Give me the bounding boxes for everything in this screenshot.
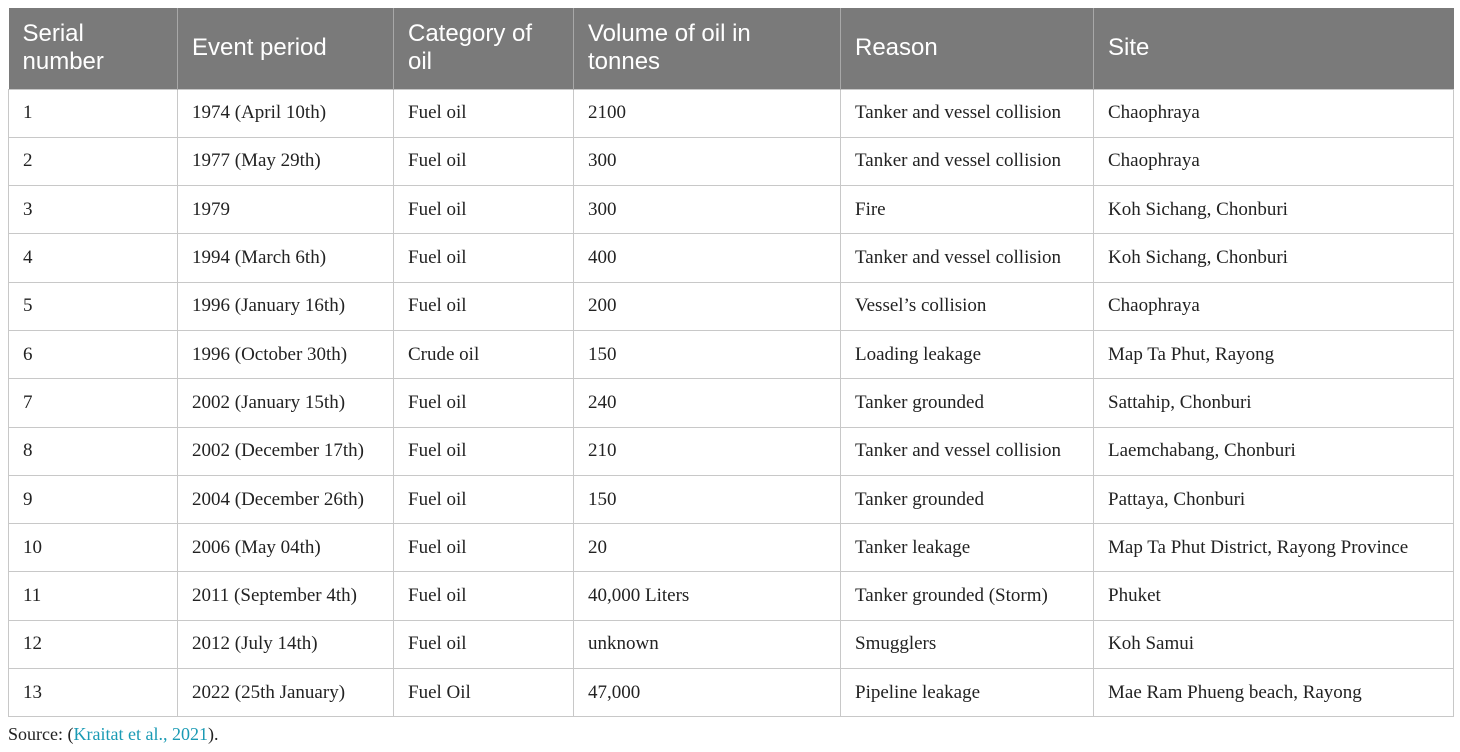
- cell-volume-of-oil: 150: [574, 330, 841, 378]
- cell-volume-of-oil: 150: [574, 475, 841, 523]
- cell-volume-of-oil: 40,000 Liters: [574, 572, 841, 620]
- table-row: [9, 427, 1454, 475]
- cell-site: Chaophraya: [1094, 137, 1454, 185]
- cell-category-of-oil: Fuel oil: [394, 620, 574, 668]
- table-row: [9, 186, 1454, 234]
- cell-serial-number: 6: [9, 330, 178, 378]
- cell-site: Phuket: [1094, 572, 1454, 620]
- cell-category-of-oil: Fuel oil: [394, 89, 574, 137]
- cell-reason: Tanker and vessel collision: [841, 234, 1094, 282]
- table-row: [9, 620, 1454, 668]
- header-category-of-oil: Category of oil: [394, 8, 574, 89]
- cell-category-of-oil: Fuel oil: [394, 234, 574, 282]
- table-row: [9, 234, 1454, 282]
- cell-category-of-oil: Fuel oil: [394, 186, 574, 234]
- cell-serial-number: 3: [9, 186, 178, 234]
- cell-event-period: 1994 (March 6th): [178, 234, 394, 282]
- cell-site: Pattaya, Chonburi: [1094, 475, 1454, 523]
- cell-reason: Tanker and vessel collision: [841, 137, 1094, 185]
- cell-serial-number: 1: [9, 89, 178, 137]
- table-header: [9, 8, 1454, 89]
- cell-serial-number: 2: [9, 137, 178, 185]
- cell-serial-number: 13: [9, 669, 178, 717]
- header-reason: Reason: [841, 8, 1094, 89]
- cell-serial-number: 9: [9, 475, 178, 523]
- cell-volume-of-oil: 300: [574, 186, 841, 234]
- cell-serial-number: 4: [9, 234, 178, 282]
- table-row: [9, 669, 1454, 717]
- cell-site: Koh Sichang, Chonburi: [1094, 186, 1454, 234]
- table-row: [9, 379, 1454, 427]
- source-prefix: Source: (: [8, 724, 74, 744]
- cell-site: Map Ta Phut, Rayong: [1094, 330, 1454, 378]
- cell-reason: Smugglers: [841, 620, 1094, 668]
- cell-reason: Fire: [841, 186, 1094, 234]
- cell-volume-of-oil: 300: [574, 137, 841, 185]
- cell-category-of-oil: Fuel oil: [394, 524, 574, 572]
- cell-category-of-oil: Fuel oil: [394, 282, 574, 330]
- table-body: [9, 89, 1454, 717]
- cell-site: Koh Samui: [1094, 620, 1454, 668]
- cell-event-period: 2011 (September 4th): [178, 572, 394, 620]
- cell-reason: Tanker grounded: [841, 475, 1094, 523]
- cell-site: Chaophraya: [1094, 89, 1454, 137]
- cell-event-period: 2022 (25th January): [178, 669, 394, 717]
- table-row: [9, 89, 1454, 137]
- source-suffix: ).: [207, 724, 219, 744]
- cell-volume-of-oil: 47,000: [574, 669, 841, 717]
- cell-category-of-oil: Crude oil: [394, 330, 574, 378]
- cell-event-period: 1996 (January 16th): [178, 282, 394, 330]
- table-row: [9, 137, 1454, 185]
- table-row: [9, 572, 1454, 620]
- cell-reason: Tanker and vessel collision: [841, 427, 1094, 475]
- cell-volume-of-oil: 200: [574, 282, 841, 330]
- cell-event-period: 2006 (May 04th): [178, 524, 394, 572]
- oil-spill-table-container: [8, 8, 1453, 717]
- cell-event-period: 2002 (January 15th): [178, 379, 394, 427]
- cell-volume-of-oil: 2100: [574, 89, 841, 137]
- cell-event-period: 2012 (July 14th): [178, 620, 394, 668]
- source-citation-link[interactable]: Kraitat et al., 2021: [73, 724, 208, 744]
- cell-reason: Loading leakage: [841, 330, 1094, 378]
- cell-site: Laemchabang, Chonburi: [1094, 427, 1454, 475]
- cell-volume-of-oil: unknown: [574, 620, 841, 668]
- cell-volume-of-oil: 210: [574, 427, 841, 475]
- cell-event-period: 1977 (May 29th): [178, 137, 394, 185]
- cell-category-of-oil: Fuel Oil: [394, 669, 574, 717]
- header-site: Site: [1108, 34, 1150, 62]
- cell-serial-number: 10: [9, 524, 178, 572]
- cell-category-of-oil: Fuel oil: [394, 572, 574, 620]
- cell-reason: Vessel’s collision: [841, 282, 1094, 330]
- cell-reason: Pipeline leakage: [841, 669, 1094, 717]
- table-row: [9, 282, 1454, 330]
- cell-reason: Tanker grounded (Storm): [841, 572, 1094, 620]
- cell-category-of-oil: Fuel oil: [394, 475, 574, 523]
- cell-reason: Tanker and vessel collision: [841, 89, 1094, 137]
- cell-serial-number: 5: [9, 282, 178, 330]
- cell-volume-of-oil: 240: [574, 379, 841, 427]
- cell-event-period: 1974 (April 10th): [178, 89, 394, 137]
- table-row: [9, 524, 1454, 572]
- header-event-period: Event period: [178, 8, 394, 89]
- cell-event-period: 1979: [178, 186, 394, 234]
- cell-serial-number: 8: [9, 427, 178, 475]
- cell-category-of-oil: Fuel oil: [394, 379, 574, 427]
- header-row: [9, 8, 1454, 89]
- table-row: [9, 330, 1454, 378]
- cell-site: Map Ta Phut District, Rayong Province: [1094, 524, 1454, 572]
- cell-reason: Tanker leakage: [841, 524, 1094, 572]
- cell-event-period: 2002 (December 17th): [178, 427, 394, 475]
- cell-site: Sattahip, Chonburi: [1094, 379, 1454, 427]
- cell-site: Koh Sichang, Chonburi: [1094, 234, 1454, 282]
- source-note: [8, 724, 218, 745]
- oil-spill-table: [8, 8, 1454, 717]
- header-volume-of-oil: Volume of oil in tonnes: [574, 8, 841, 89]
- cell-reason: Tanker grounded: [841, 379, 1094, 427]
- table-row: [9, 475, 1454, 523]
- cell-category-of-oil: Fuel oil: [394, 137, 574, 185]
- cell-volume-of-oil: 20: [574, 524, 841, 572]
- cell-volume-of-oil: 400: [574, 234, 841, 282]
- cell-event-period: 2004 (December 26th): [178, 475, 394, 523]
- cell-serial-number: 7: [9, 379, 178, 427]
- cell-category-of-oil: Fuel oil: [394, 427, 574, 475]
- header-serial-number: Serial number: [9, 8, 178, 89]
- cell-event-period: 1996 (October 30th): [178, 330, 394, 378]
- cell-serial-number: 11: [9, 572, 178, 620]
- cell-site: Mae Ram Phueng beach, Rayong: [1094, 669, 1454, 717]
- cell-serial-number: 12: [9, 620, 178, 668]
- cell-site: Chaophraya: [1094, 282, 1454, 330]
